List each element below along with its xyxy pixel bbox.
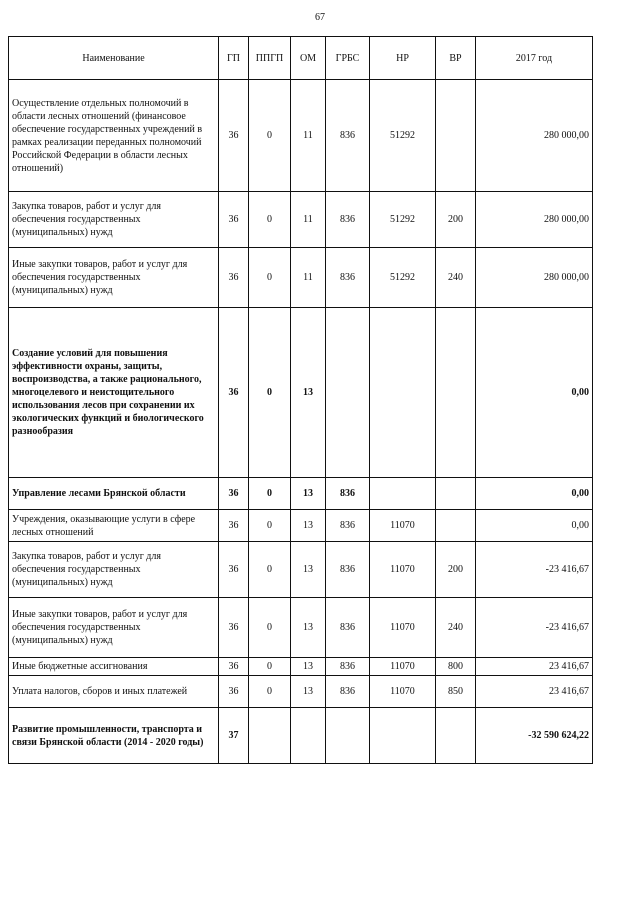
row-ppgp: 0 [249, 510, 291, 542]
row-nr [370, 308, 436, 478]
header-grbs: ГРБС [326, 37, 370, 80]
row-name: Уплата налогов, сборов и иных платежей [9, 676, 219, 708]
row-vr: 200 [436, 542, 476, 598]
row-name: Создание условий для повышения эффективности охраны, защиты, воспроизводства, а также рационального, многоцелевого и неистощительного использования лесов при сохранении их экологических функций и биологического разнообразия [9, 308, 219, 478]
row-nr: 51292 [370, 248, 436, 308]
row-vr: 850 [436, 676, 476, 708]
row-gp: 36 [219, 308, 249, 478]
header-om: ОМ [291, 37, 326, 80]
row-grbs: 836 [326, 478, 370, 510]
table-row [9, 510, 593, 542]
row-amount: -23 416,67 [476, 598, 593, 658]
row-amount: 23 416,67 [476, 676, 593, 708]
row-nr [370, 478, 436, 510]
row-amount: 0,00 [476, 478, 593, 510]
table-row [9, 308, 593, 478]
row-amount: 280 000,00 [476, 80, 593, 192]
table-row [9, 598, 593, 658]
row-om: 13 [291, 598, 326, 658]
row-gp: 36 [219, 192, 249, 248]
row-amount: -32 590 624,22 [476, 708, 593, 764]
row-gp: 36 [219, 478, 249, 510]
row-grbs: 836 [326, 192, 370, 248]
row-name: Управление лесами Брянской области [9, 478, 219, 510]
table-row [9, 658, 593, 676]
row-vr: 240 [436, 598, 476, 658]
row-om [291, 708, 326, 764]
row-grbs: 836 [326, 658, 370, 676]
row-om: 13 [291, 478, 326, 510]
budget-table [8, 36, 593, 764]
table-row [9, 192, 593, 248]
row-gp: 36 [219, 542, 249, 598]
header-nr: НР [370, 37, 436, 80]
row-ppgp: 0 [249, 598, 291, 658]
row-om: 13 [291, 542, 326, 598]
row-ppgp: 0 [249, 478, 291, 510]
row-om: 11 [291, 192, 326, 248]
row-gp: 37 [219, 708, 249, 764]
row-nr: 51292 [370, 192, 436, 248]
row-grbs: 836 [326, 248, 370, 308]
header-gp: ГП [219, 37, 249, 80]
row-amount: 280 000,00 [476, 192, 593, 248]
row-amount: 0,00 [476, 510, 593, 542]
row-grbs: 836 [326, 542, 370, 598]
header-ppgp: ППГП [249, 37, 291, 80]
table-row [9, 478, 593, 510]
header-name: Наименование [9, 37, 219, 80]
row-name: Иные закупки товаров, работ и услуг для обеспечения государственных (муниципальных) нужд [9, 598, 219, 658]
table-row [9, 708, 593, 764]
row-ppgp [249, 708, 291, 764]
row-name: Закупка товаров, работ и услуг для обеспечения государственных (муниципальных) нужд [9, 542, 219, 598]
row-ppgp: 0 [249, 542, 291, 598]
row-name: Учреждения, оказывающие услуги в сфере лесных отношений [9, 510, 219, 542]
row-vr: 200 [436, 192, 476, 248]
row-amount: -23 416,67 [476, 542, 593, 598]
row-grbs: 836 [326, 510, 370, 542]
table-header-row [9, 37, 593, 80]
row-vr [436, 308, 476, 478]
row-ppgp: 0 [249, 80, 291, 192]
row-nr [370, 708, 436, 764]
row-gp: 36 [219, 598, 249, 658]
header-vr: ВР [436, 37, 476, 80]
row-ppgp: 0 [249, 248, 291, 308]
row-om: 13 [291, 676, 326, 708]
row-nr: 11070 [370, 676, 436, 708]
row-vr: 240 [436, 248, 476, 308]
row-grbs [326, 708, 370, 764]
row-nr: 51292 [370, 80, 436, 192]
row-vr: 800 [436, 658, 476, 676]
row-gp: 36 [219, 248, 249, 308]
row-amount: 280 000,00 [476, 248, 593, 308]
row-vr [436, 708, 476, 764]
row-name: Развитие промышленности, транспорта и связи Брянской области (2014 - 2020 годы) [9, 708, 219, 764]
row-vr [436, 478, 476, 510]
row-nr: 11070 [370, 598, 436, 658]
row-name: Иные бюджетные ассигнования [9, 658, 219, 676]
row-grbs: 836 [326, 598, 370, 658]
row-name: Иные закупки товаров, работ и услуг для обеспечения государственных (муниципальных) нужд [9, 248, 219, 308]
row-gp: 36 [219, 80, 249, 192]
table-row [9, 80, 593, 192]
page-number: 67 [315, 12, 325, 23]
row-grbs: 836 [326, 80, 370, 192]
row-om: 13 [291, 658, 326, 676]
row-name: Закупка товаров, работ и услуг для обеспечения государственных (муниципальных) нужд [9, 192, 219, 248]
row-nr: 11070 [370, 542, 436, 598]
row-grbs [326, 308, 370, 478]
row-ppgp: 0 [249, 676, 291, 708]
row-amount: 23 416,67 [476, 658, 593, 676]
row-om: 11 [291, 80, 326, 192]
row-ppgp: 0 [249, 658, 291, 676]
table-row [9, 676, 593, 708]
table-row [9, 542, 593, 598]
row-ppgp: 0 [249, 308, 291, 478]
row-vr [436, 80, 476, 192]
row-gp: 36 [219, 658, 249, 676]
row-ppgp: 0 [249, 192, 291, 248]
row-amount: 0,00 [476, 308, 593, 478]
row-om: 13 [291, 510, 326, 542]
table-row [9, 248, 593, 308]
row-vr [436, 510, 476, 542]
row-name: Осуществление отдельных полномочий в области лесных отношений (финансовое обеспечение государственных учреждений в рамках реализации переданных полномочий Российской Федерации в области лесных отношений) [9, 80, 219, 192]
header-year: 2017 год [476, 37, 593, 80]
row-nr: 11070 [370, 658, 436, 676]
row-grbs: 836 [326, 676, 370, 708]
row-om: 11 [291, 248, 326, 308]
row-nr: 11070 [370, 510, 436, 542]
row-gp: 36 [219, 510, 249, 542]
row-om: 13 [291, 308, 326, 478]
row-gp: 36 [219, 676, 249, 708]
